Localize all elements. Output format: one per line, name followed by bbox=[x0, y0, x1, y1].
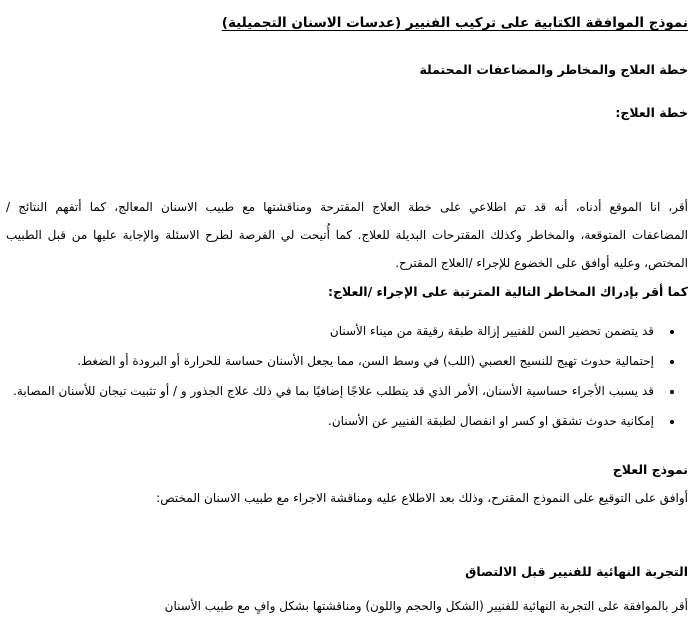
consent-line: المختص، وعليه أوافق على الخضوع للإجراء /العلاج المقترح. bbox=[395, 256, 688, 270]
tryin-section-header: التجربة النهائية للفنيير قبل الالتصاق bbox=[465, 564, 688, 579]
risk-item: • قد يسبب الأجراء حساسية الأسنان، الأمر الذي قد يتطلب علاجًا إضافيًا بما في ذلك علاج الجذور و / أو تثبيت تيجان للأسنان المصابة. bbox=[6, 376, 660, 406]
risk-item: • إحتمالية حدوث تهيج للنسيج العصبي (اللب) في وسط السن، مما يجعل الأسنان حساسة للحرارة أو البرودة أو الضغط. bbox=[6, 346, 660, 376]
model-section-header: نموذج العلاج bbox=[612, 462, 688, 477]
risk-item: • قد يتضمن تحضير السن للفنيير إزالة طبقة رقيقة من ميناء الأسنان bbox=[6, 316, 660, 346]
risk-item: • إمكانية حدوث تشقق او كسر او انفصال لطبقة الفنيير عن الأسنان. bbox=[6, 406, 660, 436]
section-plan-subheader: خطة العلاج: bbox=[615, 105, 688, 120]
tryin-section-text: أقر بالموافقة على التجربة النهائية للفنيير (الشكل والحجم واللون) ومناقشتها بشكل وافٍ مع طبيب الأسنان bbox=[164, 599, 688, 613]
risks-header: كما أقر بإدراك المخاطر التالية المترتبة على الإجراء /العلاج: bbox=[328, 284, 688, 299]
consent-line: المضاعفات المتوقعة، والمخاطر وكذلك المقترحات البديلة للعلاج. كما أُتيحت لي الفرصة لطرح الاسئلة والإجابة عليها من قبل الطبيب bbox=[6, 228, 688, 242]
model-section-text: أوافق على التوقيع على النموذج المقترح، وذلك بعد الاطلاع عليه ومناقشة الاجراء مع طبيب الاسنان المختص: bbox=[156, 491, 688, 505]
consent-paragraph bbox=[6, 193, 688, 277]
document-title: نموذج الموافقة الكتابية على تركيب الفنيير (عدسات الاسنان التجميلية) bbox=[221, 15, 688, 31]
risks-list bbox=[6, 316, 660, 436]
consent-line: أقر، انا الموقع أدناه، أنه قد تم اطلاعي على خطة العلاج المقترحة ومناقشتها مع طبيب الاسنان المعالج، كما أتفهم النتائج / bbox=[6, 200, 688, 214]
section-plan-risks-header: خطة العلاج والمخاطر والمضاعفات المحتملة bbox=[419, 62, 688, 77]
